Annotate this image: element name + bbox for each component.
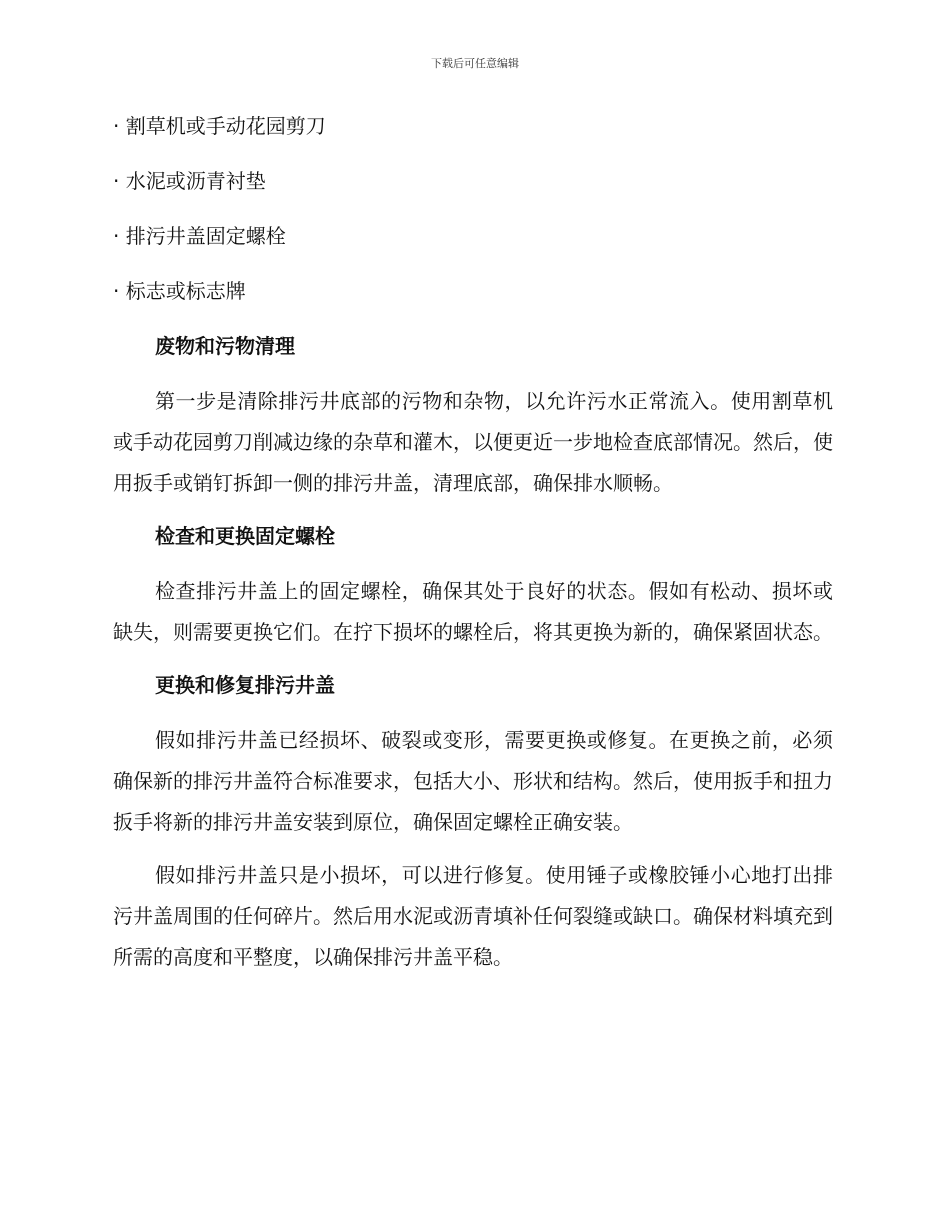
page-header-note: 下载后可任意编辑 [431, 57, 519, 70]
document-body [113, 108, 833, 992]
section-heading-waste-cleanup: 废物和污物清理 [155, 334, 295, 358]
paragraph: 假如排污井盖已经损坏、破裂或变形，需要更换或修复。在更换之前，必须确保新的排污井盖符合标准要求，包括大小、形状和结构。然后，使用扳手和扭力扳手将新的排污井盖安装到原位，确保固定螺栓正确安装。 [113, 728, 833, 834]
section-heading-cover-replace: 更换和修复排污井盖 [155, 673, 335, 697]
paragraph: 检查排污井盖上的固定螺栓，确保其处于良好的状态。假如有松动、损坏或缺失，则需要更换它们。在拧下损坏的螺栓后，将其更换为新的，确保紧固状态。 [113, 579, 833, 644]
list-item: · 排污井盖固定螺栓 [113, 224, 286, 248]
list-item: · 标志或标志牌 [113, 279, 246, 303]
paragraph: 假如排污井盖只是小损坏，可以进行修复。使用锤子或橡胶锤小心地打出排污井盖周围的任何碎片。然后用水泥或沥青填补任何裂缝或缺口。确保材料填充到所需的高度和平整度，以确保排污井盖平稳。 [113, 863, 833, 969]
list-item: · 割草机或手动花园剪刀 [113, 114, 326, 138]
list-item: · 水泥或沥青衬垫 [113, 169, 266, 193]
paragraph: 第一步是清除排污井底部的污物和杂物，以允许污水正常流入。使用割草机或手动花园剪刀削减边缘的杂草和灌木，以便更近一步地检查底部情况。然后，使用扳手或销钉拆卸一侧的排污井盖，清理底部，确保排水顺畅。 [113, 389, 833, 495]
section-heading-bolt-check: 检查和更换固定螺栓 [155, 524, 335, 548]
